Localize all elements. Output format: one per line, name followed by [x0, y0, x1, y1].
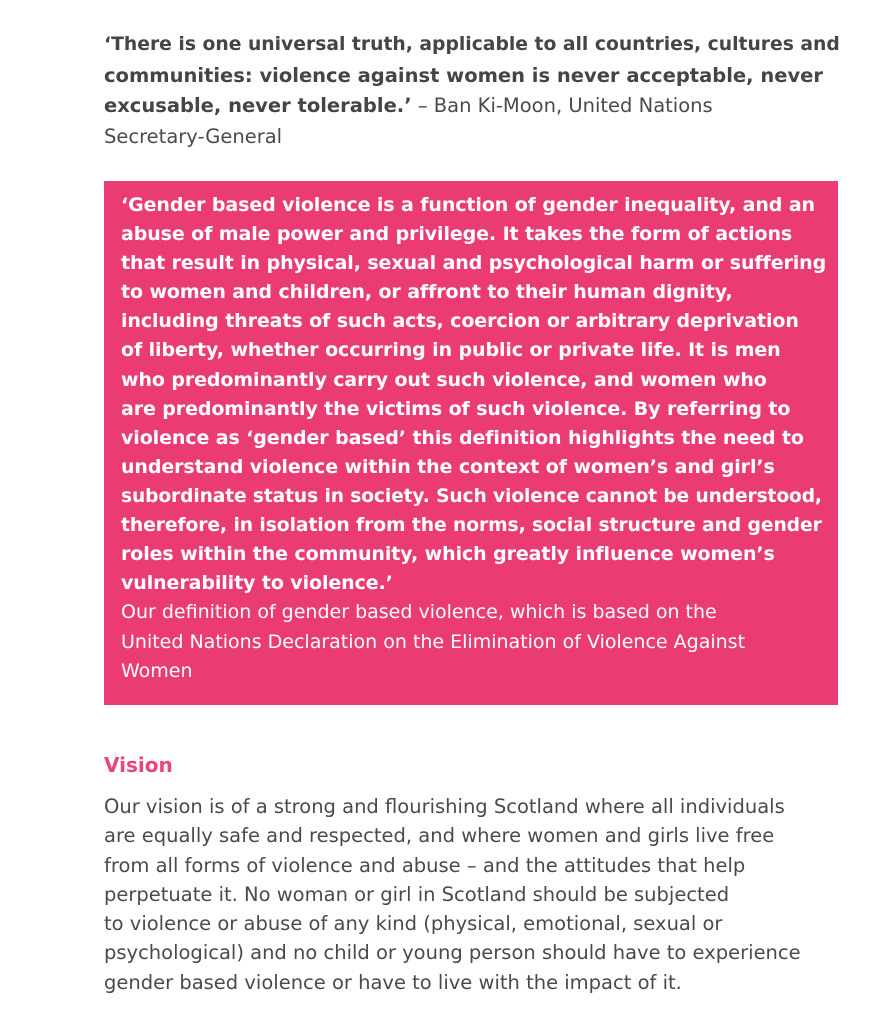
vision-line: gender based violence or have to live with the impact of it.: [104, 970, 682, 994]
vision-line: perpetuate it. No woman or girl in Scotland should be subjected: [104, 882, 730, 906]
quote-line: [104, 91, 844, 122]
vision-paragraph: [104, 792, 844, 997]
ban-ki-moon-quote: [104, 30, 844, 152]
definition-note-line: United Nations Declaration on the Elimination of Violence Against: [121, 630, 746, 653]
quote-attribution: – Ban Ki-Moon, United Nations: [411, 94, 713, 117]
definition-note-line: Our definition of gender based violence, which is based on the: [121, 601, 717, 624]
vision-line: are equally safe and respected, and where women and girls live free: [104, 824, 775, 848]
definition-line: ‘Gender based violence is a function of gender inequality, and an: [121, 194, 815, 216]
definition-source-note: [121, 598, 826, 687]
definition-line: that result in physical, sexual and psychological harm or suffering: [121, 252, 827, 275]
definition-line: subordinate status in society. Such violence cannot be understood,: [121, 485, 822, 507]
definition-box: [104, 181, 838, 705]
vision-line: Our vision is of a strong and flourishing Scotland where all individuals: [104, 795, 785, 818]
definition-line: abuse of male power and privilege. It takes the form of actions: [121, 223, 793, 246]
definition-line: vulnerability to violence.’: [121, 572, 393, 595]
quote-ending: excusable, never tolerable.’: [104, 94, 412, 117]
vision-line: psychological) and no child or young person should have to experience: [104, 941, 801, 965]
definition-quote: [121, 191, 826, 598]
quote-line: ‘There is one universal truth, applicable to all countries, cultures and: [104, 34, 840, 55]
vision-line: to violence or abuse of any kind (physical, emotional, sexual or: [104, 912, 723, 936]
definition-line: including threats of such acts, coercion or arbitrary deprivation: [121, 310, 799, 333]
vision-line: from all forms of violence and abuse – and the attitudes that help: [104, 853, 746, 877]
quote-attribution-title: Secretary-General: [104, 124, 283, 148]
definition-line: violence as ‘gender based’ this definition highlights the need to: [121, 426, 804, 449]
quote-line: communities: violence against women is never acceptable, never: [104, 63, 824, 87]
vision-heading: Vision: [104, 753, 173, 777]
definition-line: of liberty, whether occurring in public or private life. It is men: [121, 339, 781, 362]
definition-line: to women and children, or affront to their human dignity,: [121, 281, 733, 304]
definition-note-line: Women: [121, 660, 193, 683]
definition-line: are predominantly the victims of such violence. By referring to: [121, 397, 791, 420]
definition-line: who predominantly carry out such violence, and women who: [121, 368, 767, 391]
definition-line: roles within the community, which greatly influence women’s: [121, 543, 775, 566]
definition-line: understand violence within the context of women’s and girl’s: [121, 455, 775, 478]
definition-line: therefore, in isolation from the norms, social structure and gender: [121, 515, 822, 537]
